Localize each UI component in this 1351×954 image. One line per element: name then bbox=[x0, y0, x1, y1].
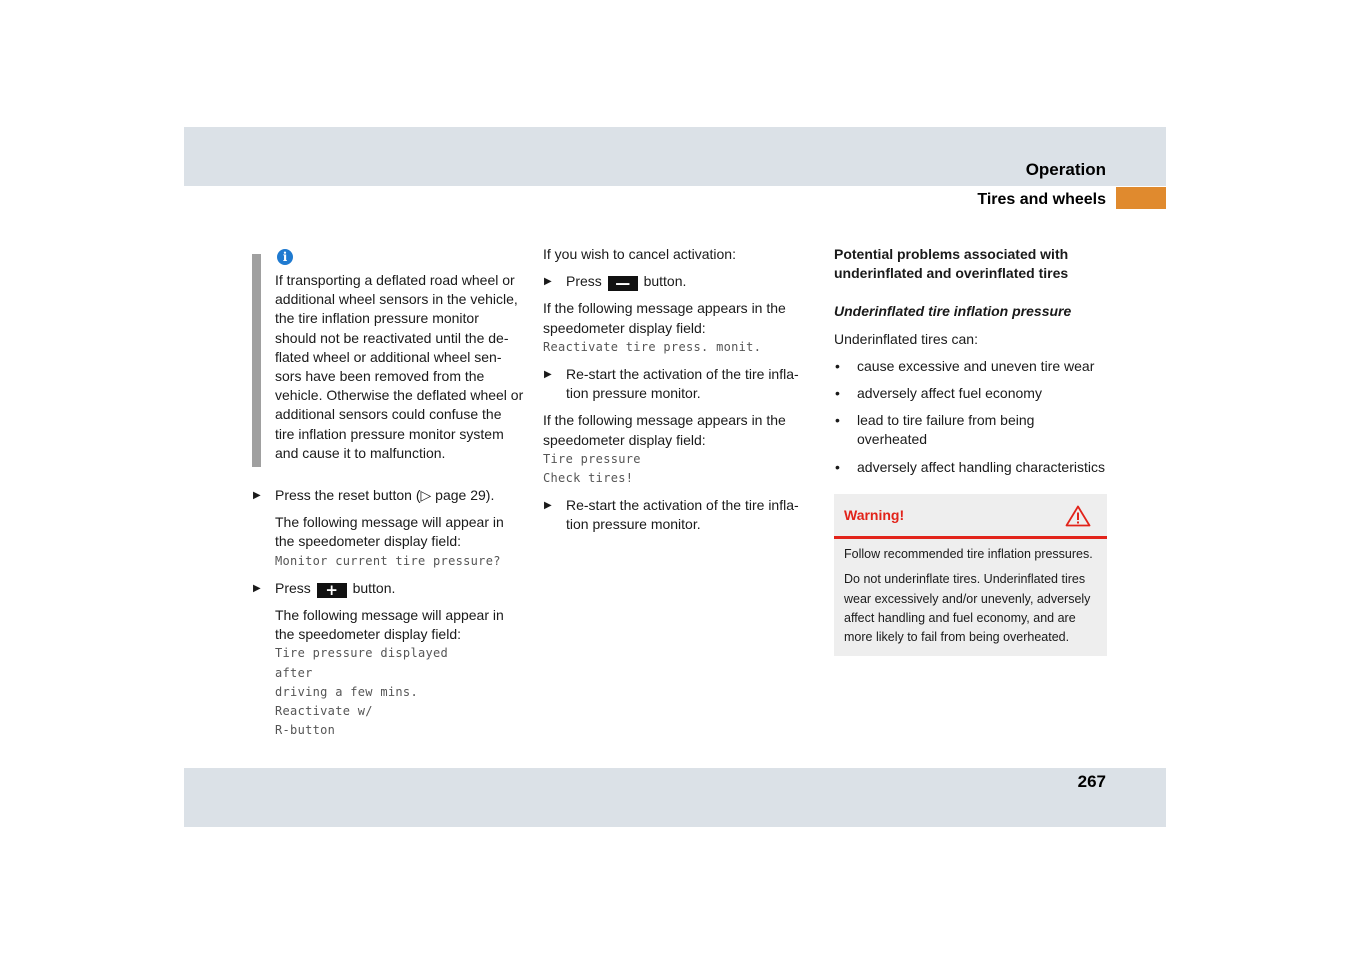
display-message: Monitor current tire pressure? bbox=[275, 553, 501, 568]
step-text: Re-start the activation of the tire infla-tion pressure monitor. bbox=[566, 497, 799, 533]
minus-key-icon: — bbox=[608, 276, 638, 291]
display-message-line: Reactivate w/ bbox=[275, 704, 373, 719]
footer-band bbox=[184, 768, 1166, 827]
cancel-intro: If you wish to cancel activation: bbox=[543, 246, 736, 262]
display-message-line: after bbox=[275, 665, 313, 680]
info-icon: i bbox=[277, 249, 293, 265]
display-message-line: Check tires! bbox=[543, 471, 634, 486]
column-middle bbox=[543, 245, 815, 535]
step-press-reset bbox=[252, 486, 524, 505]
warning-paragraph: Do not underinflate tires. Underinflated tires wear excessively and/or unevenly, adversely affect handling and fuel economy, and are more likely to fail from being overheated. bbox=[844, 572, 1091, 645]
subsection-heading: Underinflated tire inflation pressure bbox=[834, 303, 1072, 320]
message-intro: The following message will appear in the speedometer display field: bbox=[275, 607, 504, 643]
step-text-after: button. bbox=[643, 273, 687, 290]
list-intro: Underinflated tires can: bbox=[834, 330, 978, 347]
message-block-3 bbox=[543, 299, 815, 357]
warning-label: Warning! bbox=[844, 506, 905, 523]
info-note bbox=[252, 249, 524, 465]
info-note-text: If transporting a deflated road wheel or additional wheel sensors in the vehicle, the tire inflation pressure monitor should not be reactivated until the de-flated wheel or additional wheel sen-sors have been removed from the vehicle. Otherwise the deflated wheel or additional sensors could confuse the tire inflation pressure monitor system and cause it to malfunction. bbox=[275, 272, 524, 461]
message-block-1 bbox=[252, 513, 524, 571]
problem-list bbox=[834, 357, 1107, 477]
info-note-bar bbox=[252, 254, 261, 467]
step-text-before: Press bbox=[566, 273, 602, 290]
step-press-plus bbox=[252, 579, 524, 598]
step-text: Press the reset button (▷ page 29). bbox=[275, 487, 495, 504]
column-right bbox=[834, 245, 1107, 656]
warning-paragraph: Follow recommended tire inflation pressures. bbox=[844, 546, 1093, 561]
section-heading: Potential problems associated with underinflated and overinflated tires bbox=[834, 246, 1069, 282]
header-band bbox=[184, 127, 1166, 186]
display-message-line: Tire pressure bbox=[543, 451, 641, 466]
display-message: Reactivate tire press. monit. bbox=[543, 339, 762, 354]
column-left bbox=[252, 245, 524, 740]
warning-triangle-icon bbox=[1065, 505, 1091, 527]
section-tab-marker bbox=[1116, 187, 1166, 209]
section-title: Operation bbox=[1025, 160, 1106, 179]
list-item: • adversely affect fuel economy bbox=[834, 384, 1107, 403]
warning-box bbox=[834, 494, 1107, 656]
subsection-title: Tires and wheels bbox=[977, 191, 1106, 208]
message-intro: If the following message appears in the speedometer display field: bbox=[543, 412, 786, 448]
step-text: Re-start the activation of the tire infla-tion pressure monitor. bbox=[566, 366, 799, 402]
plus-key-icon: + bbox=[317, 583, 347, 598]
list-item: • adversely affect handling characteristics bbox=[834, 458, 1107, 477]
message-block-2 bbox=[252, 606, 524, 740]
display-message-line: Tire pressure displayed bbox=[275, 646, 449, 661]
message-intro: The following message will appear in the speedometer display field: bbox=[275, 514, 504, 550]
list-item: • cause excessive and uneven tire wear bbox=[834, 357, 1107, 376]
list-item: • lead to tire failure from being overheated bbox=[834, 411, 1107, 449]
message-intro: If the following message appears in the speedometer display field: bbox=[543, 300, 786, 336]
step-press-minus bbox=[543, 272, 815, 291]
message-block-4 bbox=[543, 411, 815, 488]
warning-header bbox=[834, 494, 1107, 539]
display-message-line: R-button bbox=[275, 723, 336, 738]
step-restart-2 bbox=[543, 496, 815, 534]
warning-body bbox=[834, 539, 1107, 656]
step-text-before: Press bbox=[275, 579, 311, 596]
step-text-after: button. bbox=[352, 579, 396, 596]
page-number: 267 bbox=[1077, 772, 1106, 791]
display-message-line: driving a few mins. bbox=[275, 684, 418, 699]
step-restart-1 bbox=[543, 365, 815, 403]
